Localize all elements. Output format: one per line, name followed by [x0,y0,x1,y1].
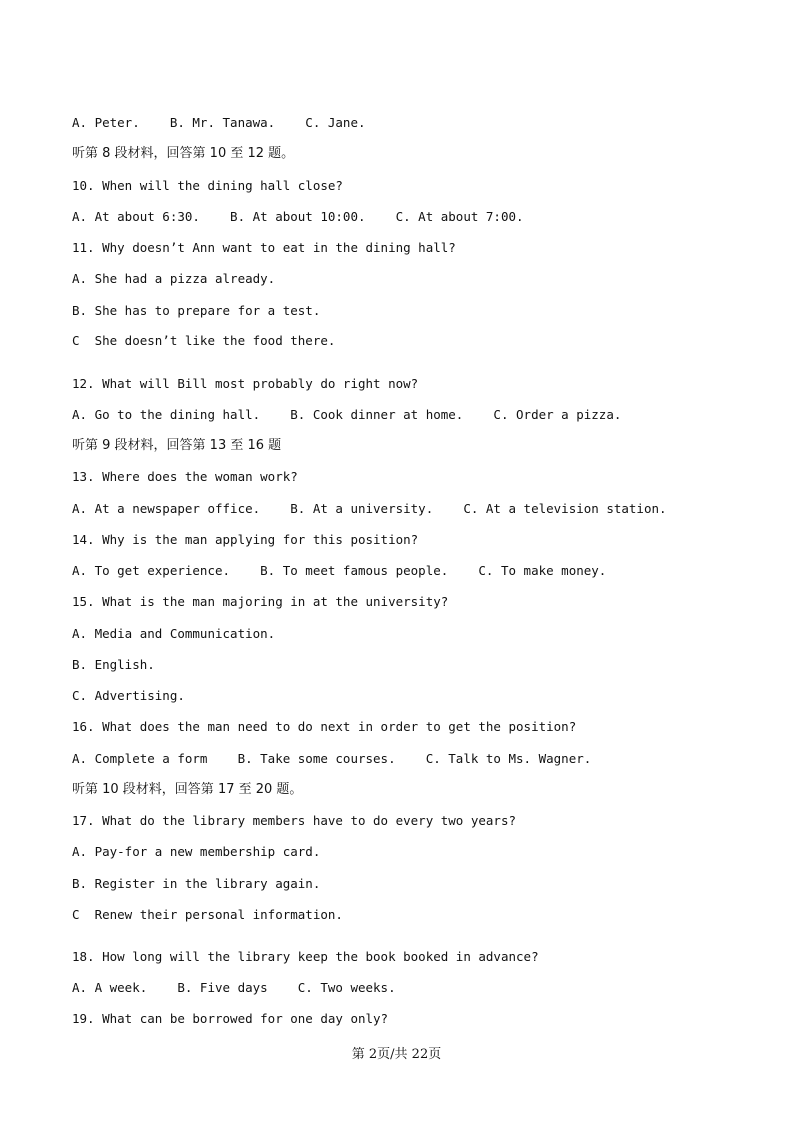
question-14: 14. Why is the man applying for this position? [72,532,419,547]
question-12: 12. What will Bill most probably do right now? [72,376,419,391]
answer-option-q15-b: B. English. [72,657,155,672]
question-17: 17. What do the library members have to do every two years? [72,813,517,828]
question-15: 15. What is the man majoring in at the university? [72,594,449,609]
answer-option-q17-a: A. Pay-for a new membership card. [72,844,321,859]
question-10: 10. When will the dining hall close? [72,178,343,193]
answer-options-q9: A. Peter. B. Mr. Tanawa. C. Jane. [72,115,366,130]
question-16: 16. What does the man need to do next in order to get the position? [72,719,577,734]
answer-options-q10: A. At about 6:30. B. At about 10:00. C. At about 7:00. [72,209,524,224]
answer-options-q12: A. Go to the dining hall. B. Cook dinner at home. C. Order a pizza. [72,407,622,422]
question-11: 11. Why doesn’t Ann want to eat in the dining hall? [72,240,456,255]
answer-options-q13: A. At a newspaper office. B. At a university. C. At a television station. [72,501,667,516]
section-heading-8: 听第 8 段材料，回答第 10 至 12 题。 [72,146,295,161]
section-heading-9: 听第 9 段材料，回答第 13 至 16 题 [72,438,282,453]
answer-option-q15-a: A. Media and Communication. [72,626,276,641]
answer-options-q18: A. A week. B. Five days C. Two weeks. [72,980,396,995]
question-19: 19. What can be borrowed for one day only? [72,1011,389,1026]
answer-option-q17-c: C Renew their personal information. [72,907,343,922]
answer-option-q11-c: C She doesn’t like the food there. [72,333,336,348]
answer-option-q11-b: B. She has to prepare for a test. [72,303,321,318]
answer-options-q16: A. Complete a form B. Take some courses. C. Talk to Ms. Wagner. [72,751,592,766]
question-18: 18. How long will the library keep the book booked in advance? [72,949,539,964]
answer-option-q15-c: C. Advertising. [72,688,185,703]
answer-options-q14: A. To get experience. B. To meet famous people. C. To make money. [72,563,607,578]
section-heading-10: 听第 10 段材料，回答第 17 至 20 题。 [72,782,303,797]
page-number-footer: 第 2页/共 22页 [351,1047,442,1062]
answer-option-q11-a: A. She had a pizza already. [72,271,276,286]
question-13: 13. Where does the woman work? [72,469,298,484]
answer-option-q17-b: B. Register in the library again. [72,876,321,891]
